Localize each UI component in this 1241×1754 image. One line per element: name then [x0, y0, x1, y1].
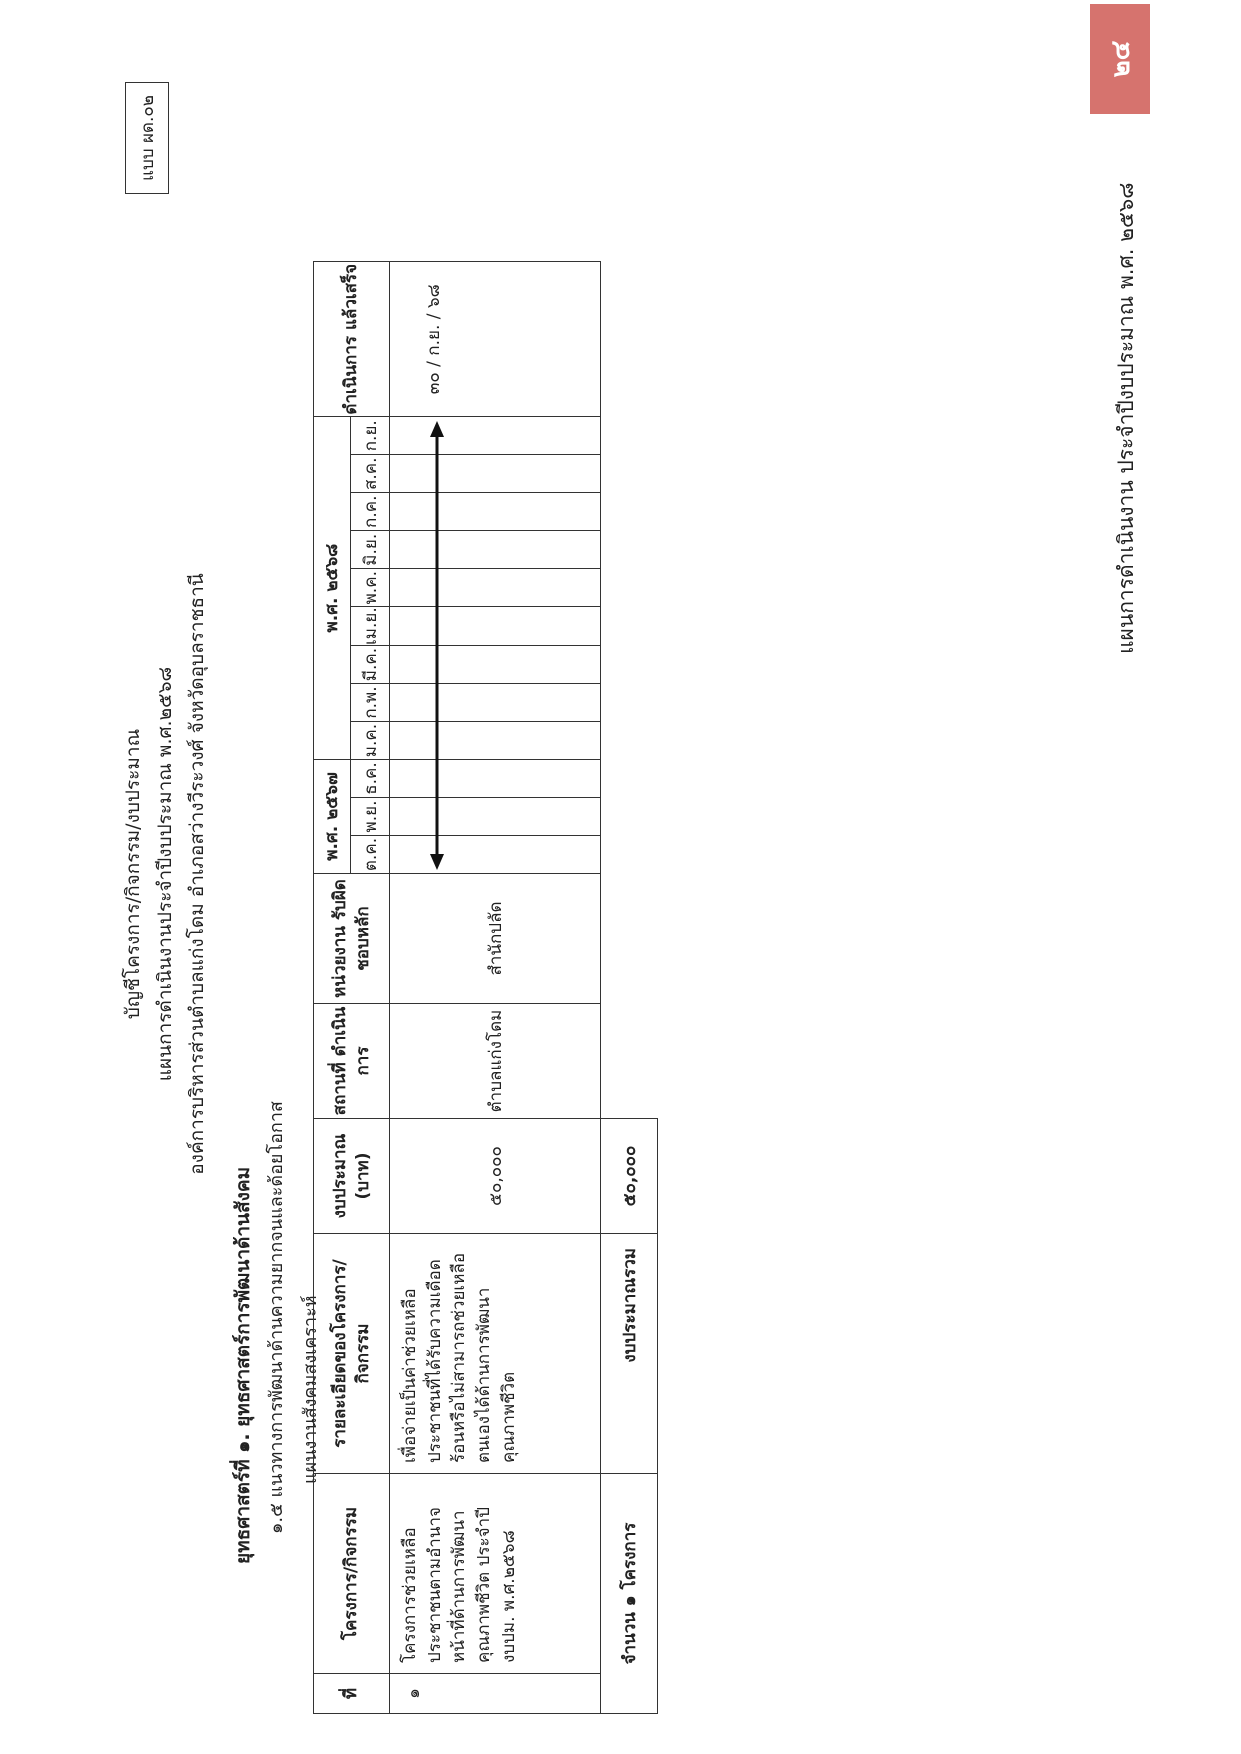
month-cell — [390, 607, 601, 646]
month-cell — [390, 569, 601, 607]
month-cell — [390, 646, 601, 684]
col-header-done: ดำเนินการ แล้วเสร็จ — [314, 262, 390, 417]
row-details: เพื่อจ่ายเป็นค่าช่วยเหลือประชาชนที่ได้รับความเดือดร้อนหรือไม่สามารถช่วยเหลือตนเองได้ด้านการพัฒนาคุณภาพชีวิต — [390, 1234, 601, 1474]
col-header-project: โครงการ/กิจกรรม — [314, 1474, 390, 1674]
row-no: ๑ — [390, 1674, 601, 1714]
col-header-year1: พ.ศ. ๒๕๖๗ — [314, 760, 351, 874]
month-cell — [390, 798, 601, 836]
page-number-badge: ๒๔ — [1090, 4, 1150, 114]
col-header-details: รายละเอียดของโครงการ/ กิจกรรม — [314, 1234, 390, 1474]
total-budget-label: งบประมาณรวม — [601, 1234, 658, 1474]
doc-organization: องค์การบริหารส่วนตำบลแก่งโดม อำเภอสว่างวีระวงศ์ จังหวัดอุบลราชธานี — [186, 573, 208, 1175]
month-cell — [390, 493, 601, 531]
total-budget: ๕๐,๐๐๐ — [601, 1119, 658, 1234]
project-table — [313, 261, 658, 1714]
month-cell — [390, 760, 601, 798]
row-agency: สำนักปลัด — [390, 874, 601, 1004]
month-header: ธ.ค. — [351, 760, 390, 798]
month-cell — [390, 836, 601, 874]
row-done: ๓๐ / ก.ย. / ๖๘ — [390, 262, 601, 417]
month-cell — [390, 417, 601, 455]
col-header-year2: พ.ศ. ๒๕๖๘ — [314, 417, 351, 760]
form-code: แบบ ผด.๐๒ — [125, 82, 169, 194]
col-header-location: สถานที่ ดำเนินการ — [314, 1004, 390, 1119]
month-header: ม.ค. — [351, 722, 390, 760]
month-header: พ.ย. — [351, 798, 390, 836]
row-budget: ๕๐,๐๐๐ — [390, 1119, 601, 1234]
month-header: มิ.ย. — [351, 531, 390, 569]
total-projects: จำนวน ๑ โครงการ — [601, 1474, 658, 1714]
row-location: ตำบลแก่งโดม — [390, 1004, 601, 1119]
header-row — [314, 262, 351, 1714]
strategy-heading: ยุทธศาสตร์ที่ ๑. ยุทธศาสตร์การพัฒนาด้านสังคม — [232, 1166, 254, 1564]
col-header-no: ที่ — [314, 1674, 390, 1714]
month-header: ก.ค. — [351, 493, 390, 531]
month-header: ก.ย. — [351, 417, 390, 455]
month-header: พ.ค. — [351, 569, 390, 607]
month-cell — [390, 684, 601, 722]
guideline-heading: ๑.๕ แนวทางการพัฒนาด้านความยากจนและด้อยโอกาส — [266, 1101, 287, 1534]
doc-title: บัญชีโครงการ/กิจกรรม/งบประมาณ — [122, 728, 144, 1020]
plan-heading: แผนงานสังคมสงเคราะห์ — [300, 1295, 321, 1484]
month-cell — [390, 722, 601, 760]
month-header: ส.ค. — [351, 455, 390, 493]
month-header: มี.ค. — [351, 646, 390, 684]
total-row — [601, 262, 658, 1714]
col-header-budget: งบประมาณ (บาท) — [314, 1119, 390, 1234]
month-cell — [390, 455, 601, 493]
col-header-agency: หน่วยงาน รับผิดชอบหลัก — [314, 874, 390, 1004]
month-header: เม.ย. — [351, 607, 390, 646]
table-row — [390, 262, 601, 1714]
month-cell — [390, 531, 601, 569]
month-header: ต.ค. — [351, 836, 390, 874]
row-project: โครงการช่วยเหลือประชาชนตามอำนาจหน้าที่ด้านการพัฒนาคุณภาพชีวิต ประจำปี งบปม. พ.ศ.๒๕๖๘ — [390, 1474, 601, 1674]
month-header: ก.พ. — [351, 684, 390, 722]
doc-subtitle: แผนการดำเนินงานประจำปีงบประมาณ พ.ศ.๒๕๖๘ — [154, 666, 176, 1082]
footer-text: แผนการดำเนินงาน ประจำปีงบประมาณ พ.ศ. ๒๕๖๘ — [1114, 182, 1138, 654]
